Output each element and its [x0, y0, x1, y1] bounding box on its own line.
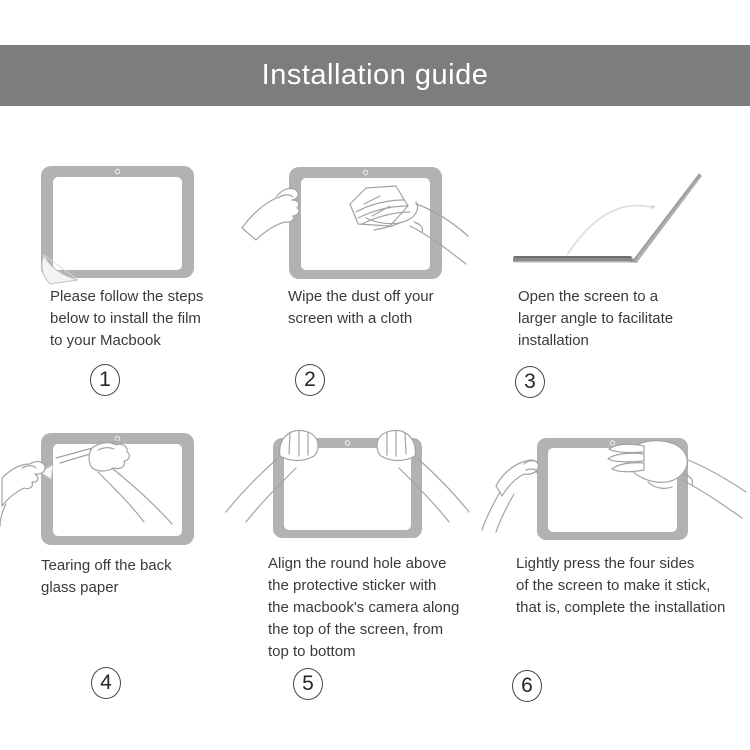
two-hands-aligning-film-top-corners-icon	[220, 430, 500, 550]
step-3-line: Open the screen to a	[518, 288, 659, 305]
step-6-description	[516, 553, 725, 619]
step-1-number: 1	[99, 368, 111, 391]
step-4-number: 4	[100, 671, 112, 694]
step-1-line: below to install the film	[50, 310, 201, 327]
step-6-line: that is, complete the installation	[516, 599, 726, 616]
step-2-number-badge	[295, 364, 325, 396]
step-4-description	[41, 555, 172, 599]
step-6-number: 6	[521, 674, 533, 697]
step-4-line: glass paper	[41, 579, 119, 596]
hand-wiping-screen-with-cloth-icon	[238, 160, 473, 290]
step-5-line: top to bottom	[268, 643, 356, 660]
step-5-line: the protective sticker with	[268, 577, 437, 594]
macbook-screen-film-peel-corner-icon	[36, 163, 201, 285]
step-5-line: the top of the screen, from	[268, 621, 444, 638]
step-5-number-badge	[293, 668, 323, 700]
hands-pressing-screen-sides-icon	[480, 430, 750, 555]
step-6-number-badge	[512, 670, 542, 702]
step-6-line: of the screen to make it stick,	[516, 577, 711, 594]
step-3-description	[518, 286, 673, 352]
step-1-number-badge	[90, 364, 120, 396]
step-2-description	[288, 286, 434, 330]
step-6	[480, 425, 750, 710]
step-2	[235, 155, 480, 400]
step-6-line: Lightly press the four sides	[516, 555, 695, 572]
step-1-description	[50, 286, 203, 352]
step-4-line: Tearing off the back	[41, 557, 172, 574]
step-3-line: larger angle to facilitate	[518, 310, 674, 327]
step-1	[0, 155, 235, 400]
step-1-line: Please follow the steps	[50, 288, 204, 305]
step-5-line: Align the round hole above	[268, 555, 447, 572]
step-3-number-badge	[515, 366, 545, 398]
step-4	[0, 425, 235, 710]
laptop-open-wide-angle-side-view-icon	[505, 163, 705, 281]
step-1-line: to your Macbook	[50, 332, 161, 349]
step-5	[235, 425, 480, 710]
step-3-line: installation	[518, 332, 589, 349]
step-3-number: 3	[524, 370, 536, 393]
step-4-number-badge	[91, 667, 121, 699]
step-5-line: the macbook's camera along	[268, 599, 460, 616]
step-3	[480, 155, 750, 400]
step-2-line: Wipe the dust off your	[288, 288, 434, 305]
step-5-number: 5	[302, 672, 314, 695]
page-title: Installation guide	[261, 59, 489, 91]
step-2-line: screen with a cloth	[288, 310, 413, 327]
hands-tearing-back-paper-icon	[0, 428, 240, 555]
step-2-number: 2	[304, 368, 316, 391]
page-title-banner	[0, 45, 750, 106]
step-5-description	[268, 553, 459, 663]
